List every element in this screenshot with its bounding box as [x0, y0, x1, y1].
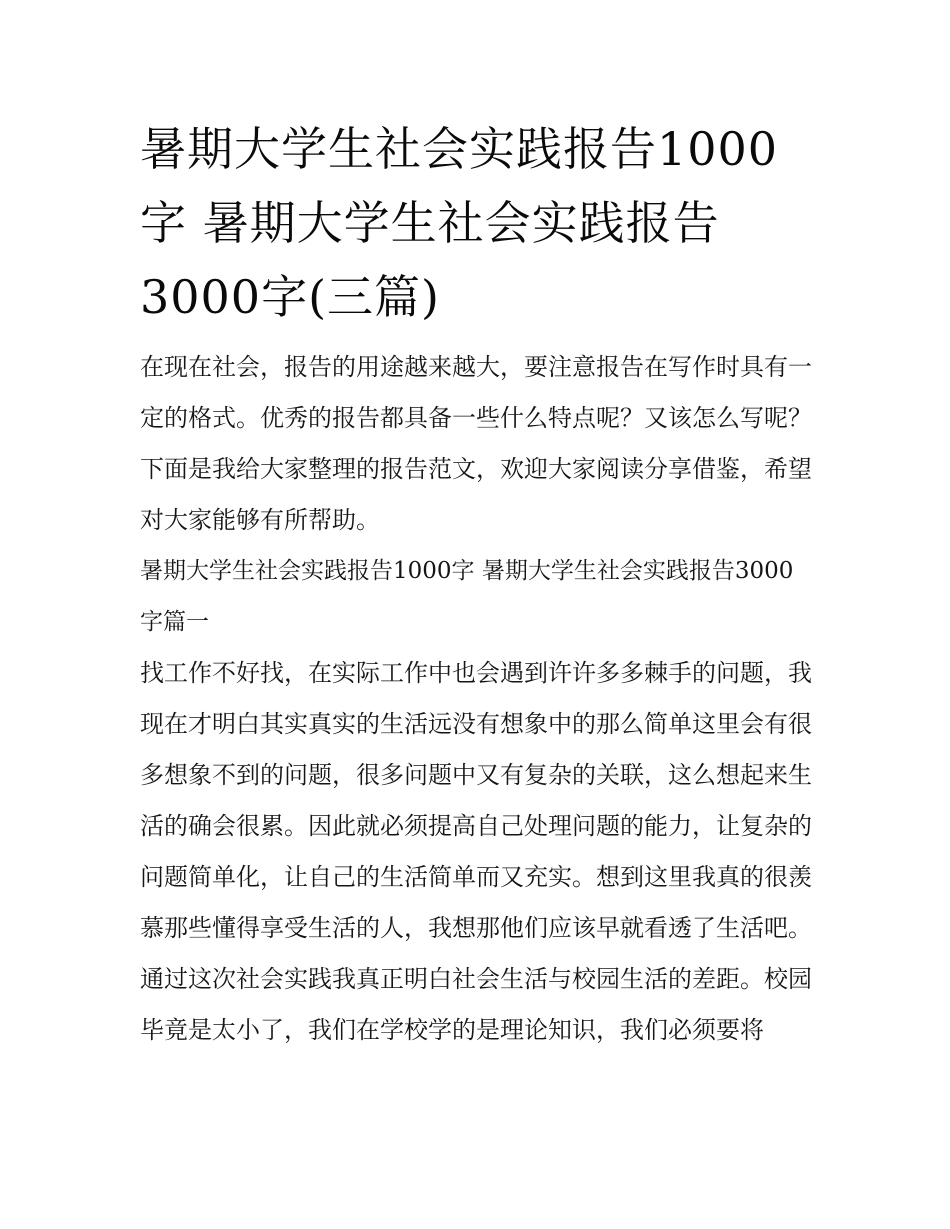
document-title: 暑期大学生社会实践报告1000字 暑期大学生社会实践报告3000字(三篇) [140, 122, 779, 324]
body-paragraph-1: 找工作不好找，在实际工作中也会遇到许许多多棘手的问题，我现在才明白其实真实的生活远没有想象中的那么简单这里会有很多想象不到的问题，很多问题中又有复杂的关联，这么想起来生活的确会很累。因此就必须提高自己处理问题的能力，让复杂的问题简单化，让自己的生活简单而又充实。想到这里我真的很羡慕那些懂得享受生活的人，我想那他们应该早就看透了生活吧。 [140, 659, 812, 942]
section-heading: 暑期大学生社会实践报告1000字 暑期大学生社会实践报告3000字篇一 [140, 558, 794, 635]
intro-paragraph: 在现在社会，报告的用途越来越大，要注意报告在写作时具有一定的格式。优秀的报告都具备一些什么特点呢？又该怎么写呢？下面是我给大家整理的报告范文，欢迎大家阅读分享借鉴，希望对大家能够有所帮助。 [140, 353, 812, 534]
body-paragraph-2: 通过这次社会实践我真正明白社会生活与校园生活的差距。校园毕竟是太小了，我们在学校学的是理论知识，我们必须要将 [140, 965, 812, 1044]
document-body [140, 112, 812, 1056]
